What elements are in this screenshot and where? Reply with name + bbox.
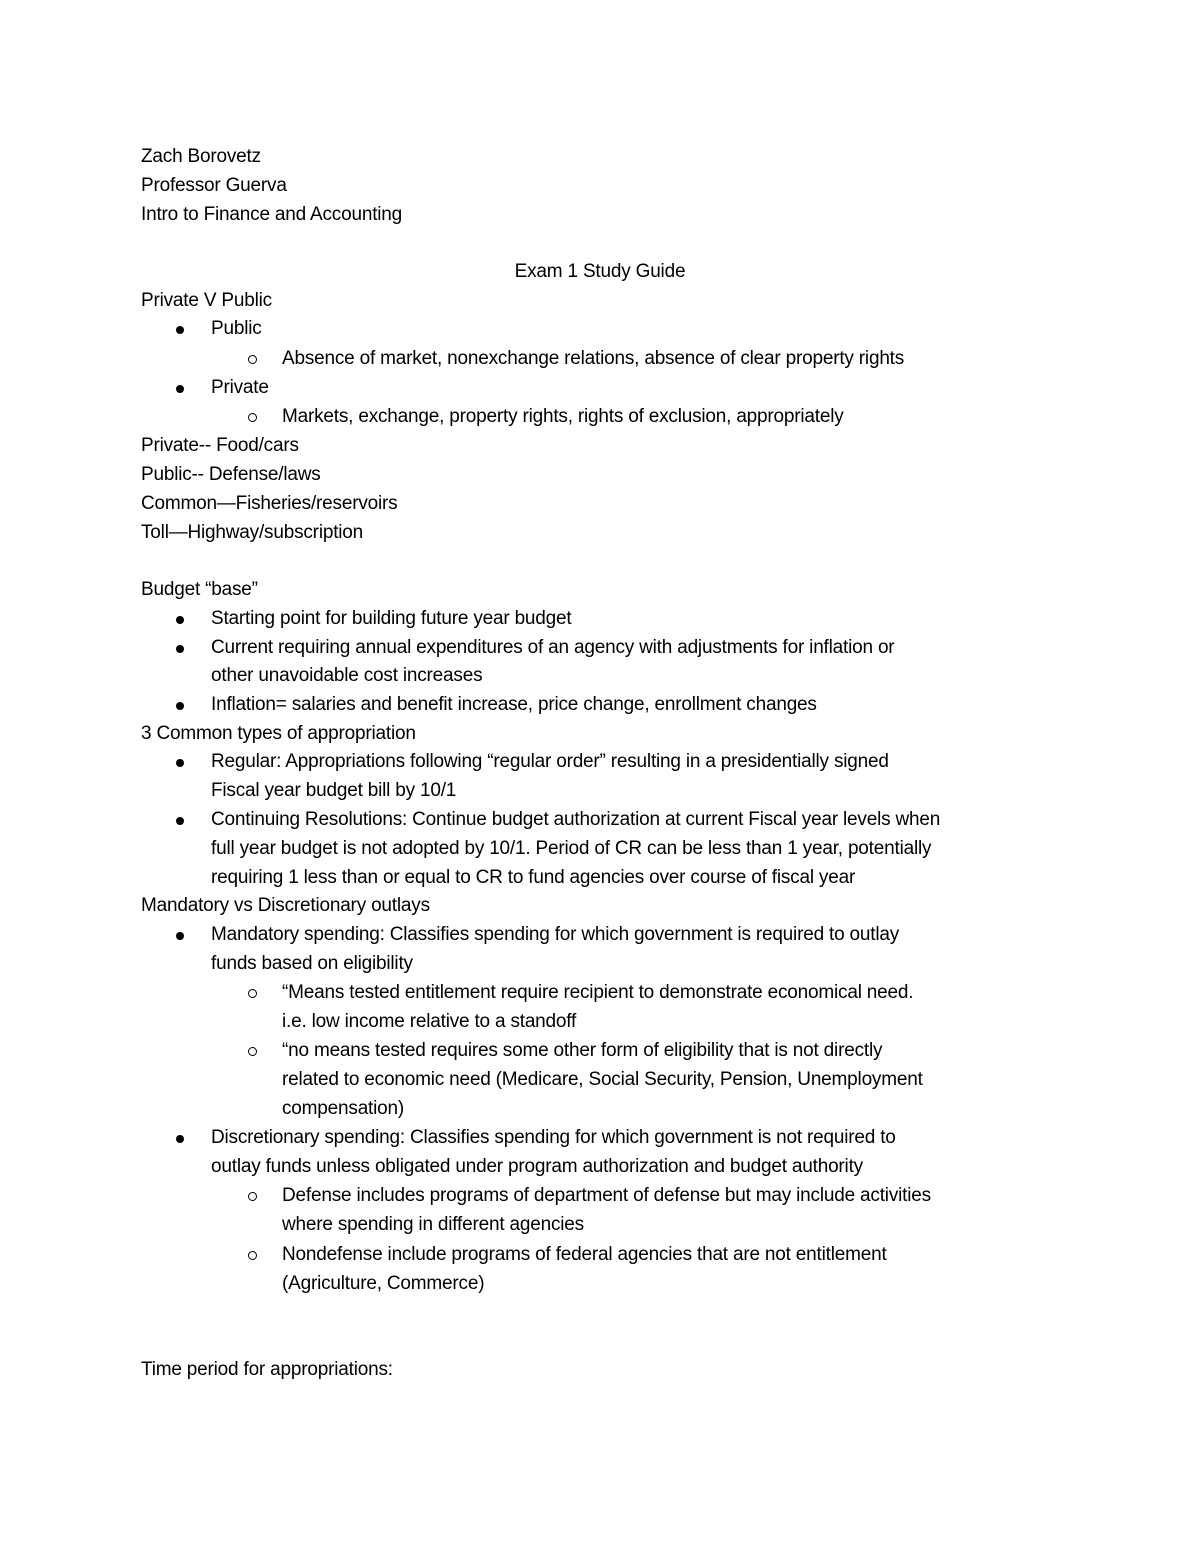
bullet-icon bbox=[176, 326, 184, 334]
budget-base-item: Starting point for building future year budget bbox=[211, 608, 572, 629]
means-tested: “Means tested entitlement require recipient to demonstrate economical need. bbox=[282, 982, 914, 1003]
ring-bullet-icon bbox=[248, 1047, 257, 1056]
private-label: Private bbox=[211, 377, 269, 398]
ring-bullet-icon bbox=[248, 355, 257, 364]
private-description: Markets, exchange, property rights, rights of exclusion, appropriately bbox=[282, 406, 844, 427]
public-description: Absence of market, nonexchange relations, absence of clear property rights bbox=[282, 348, 905, 369]
budget-base-item: Current requiring annual expenditures of an agency with adjustments for inflation or bbox=[211, 637, 895, 658]
bullet-icon bbox=[176, 817, 184, 825]
mandatory-spending: Mandatory spending: Classifies spending for which government is required to outlay bbox=[211, 924, 900, 945]
bullet-icon bbox=[176, 702, 184, 710]
bullet-icon bbox=[176, 616, 184, 624]
nondefense-item: Nondefense include programs of federal agencies that are not entitlement bbox=[282, 1244, 887, 1265]
example-public: Public-- Defense/laws bbox=[141, 464, 321, 485]
appropriation-heading: 3 Common types of appropriation bbox=[141, 723, 416, 744]
example-toll: Toll—Highway/subscription bbox=[141, 522, 364, 543]
defense-item-cont: where spending in different agencies bbox=[282, 1214, 584, 1235]
appropriation-cr: Continuing Resolutions: Continue budget authorization at current Fiscal year levels when bbox=[211, 809, 941, 830]
defense-item: Defense includes programs of department of defense but may include activities bbox=[282, 1185, 931, 1206]
no-means-tested: “no means tested requires some other form of eligibility that is not directly bbox=[282, 1040, 883, 1061]
bullet-icon bbox=[176, 1135, 184, 1143]
discretionary-spending: Discretionary spending: Classifies spending for which government is not required to bbox=[211, 1127, 896, 1148]
means-tested-cont: i.e. low income relative to a standoff bbox=[282, 1011, 577, 1032]
bullet-icon bbox=[176, 645, 184, 653]
document-title: Exam 1 Study Guide bbox=[514, 261, 686, 282]
discretionary-spending-cont: outlay funds unless obligated under program authorization and budget authority bbox=[211, 1156, 863, 1177]
no-means-tested-cont: related to economic need (Medicare, Social Security, Pension, Unemployment bbox=[282, 1069, 923, 1090]
budget-base-item-cont: other unavoidable cost increases bbox=[211, 665, 483, 686]
bullet-icon bbox=[176, 385, 184, 393]
public-label: Public bbox=[211, 318, 262, 339]
no-means-tested-cont: compensation) bbox=[282, 1098, 405, 1119]
example-private: Private-- Food/cars bbox=[141, 435, 299, 456]
bullet-icon bbox=[176, 932, 184, 940]
mandatory-spending-cont: funds based on eligibility bbox=[211, 953, 413, 974]
professor-name: Professor Guerva bbox=[141, 175, 287, 196]
appropriation-cr-cont: full year budget is not adopted by 10/1. Period of CR can be less than 1 year, potentially bbox=[211, 838, 932, 859]
appropriation-regular-cont: Fiscal year budget bill by 10/1 bbox=[211, 780, 457, 801]
nondefense-item-cont: (Agriculture, Commerce) bbox=[282, 1273, 485, 1294]
private-public-heading: Private V Public bbox=[141, 290, 272, 311]
ring-bullet-icon bbox=[248, 413, 257, 422]
bullet-icon bbox=[176, 759, 184, 767]
ring-bullet-icon bbox=[248, 1192, 257, 1201]
budget-base-item: Inflation= salaries and benefit increase, price change, enrollment changes bbox=[211, 694, 817, 715]
ring-bullet-icon bbox=[248, 989, 257, 998]
appropriation-cr-cont: requiring 1 less than or equal to CR to fund agencies over course of fiscal year bbox=[211, 867, 856, 888]
course-name: Intro to Finance and Accounting bbox=[141, 204, 403, 225]
ring-bullet-icon bbox=[248, 1251, 257, 1260]
time-period-heading: Time period for appropriations: bbox=[141, 1359, 393, 1380]
budget-base-heading: Budget “base” bbox=[141, 579, 258, 600]
author-name: Zach Borovetz bbox=[141, 146, 261, 167]
appropriation-regular: Regular: Appropriations following “regular order” resulting in a presidentially signed bbox=[211, 751, 889, 772]
outlays-heading: Mandatory vs Discretionary outlays bbox=[141, 895, 430, 916]
example-common: Common—Fisheries/reservoirs bbox=[141, 493, 398, 514]
